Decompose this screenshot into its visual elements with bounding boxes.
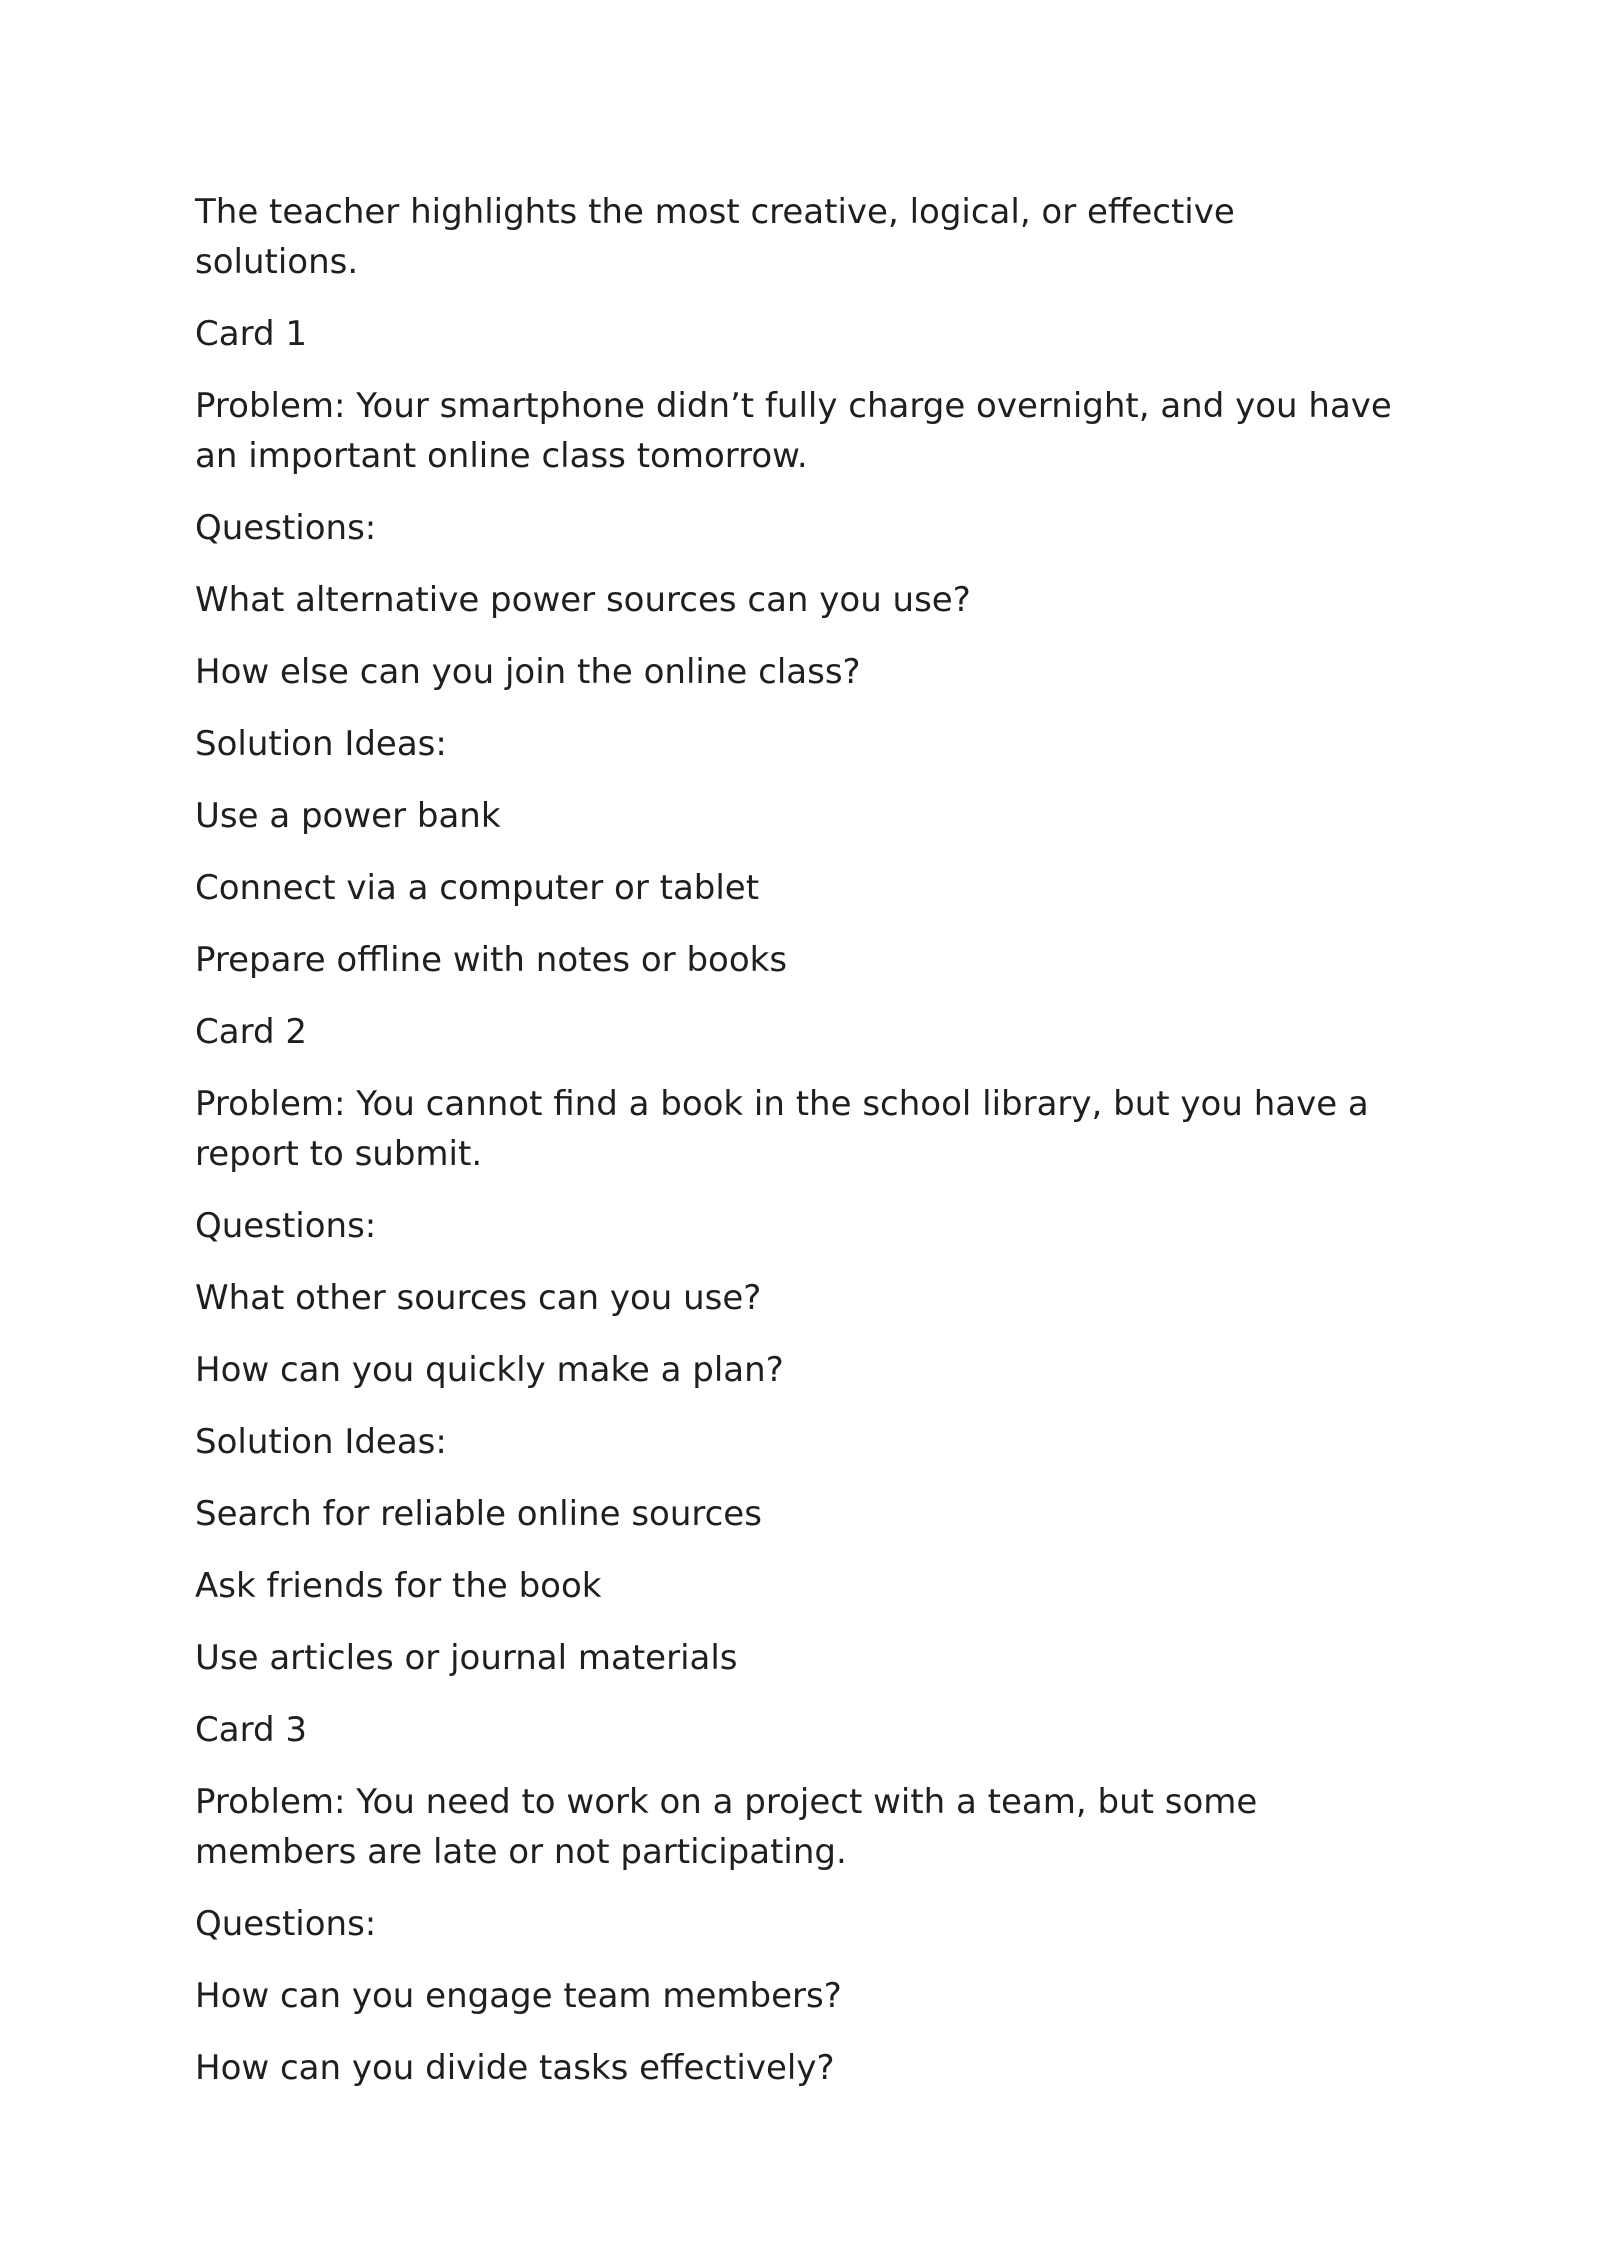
card-problem: Problem: Your smartphone didn’t fully charge overnight, and you have an important online class tomorrow. [195, 386, 1392, 476]
card-title: Card 3 [195, 1710, 307, 1750]
questions-label: Questions: [195, 508, 377, 548]
solution-item: Use articles or journal materials [195, 1638, 738, 1678]
card-title: Card 2 [195, 1012, 307, 1052]
card-title: Card 1 [195, 314, 307, 354]
question-item: How can you quickly make a plan? [195, 1350, 784, 1390]
card-problem: Problem: You cannot find a book in the school library, but you have a report to submit. [195, 1084, 1369, 1174]
solution-item: Prepare offline with notes or books [195, 940, 788, 980]
question-item: How can you engage team members? [195, 1976, 842, 2016]
intro-paragraph: The teacher highlights the most creative, logical, or effective solutions. [195, 192, 1235, 282]
solutions-label: Solution Ideas: [195, 1422, 447, 1462]
solutions-label: Solution Ideas: [195, 724, 447, 764]
questions-label: Questions: [195, 1206, 377, 1246]
solution-item: Ask friends for the book [195, 1566, 602, 1606]
solution-item: Search for reliable online sources [195, 1494, 762, 1534]
solution-item: Use a power bank [195, 796, 501, 836]
question-item: How else can you join the online class? [195, 652, 861, 692]
questions-label: Questions: [195, 1904, 377, 1944]
question-item: What other sources can you use? [195, 1278, 762, 1318]
card-problem: Problem: You need to work on a project with a team, but some members are late or not participating. [195, 1782, 1258, 1872]
question-item: How can you divide tasks effectively? [195, 2048, 835, 2088]
document-body [195, 187, 1405, 2115]
question-item: What alternative power sources can you use? [195, 580, 971, 620]
solution-item: Connect via a computer or tablet [195, 868, 760, 908]
